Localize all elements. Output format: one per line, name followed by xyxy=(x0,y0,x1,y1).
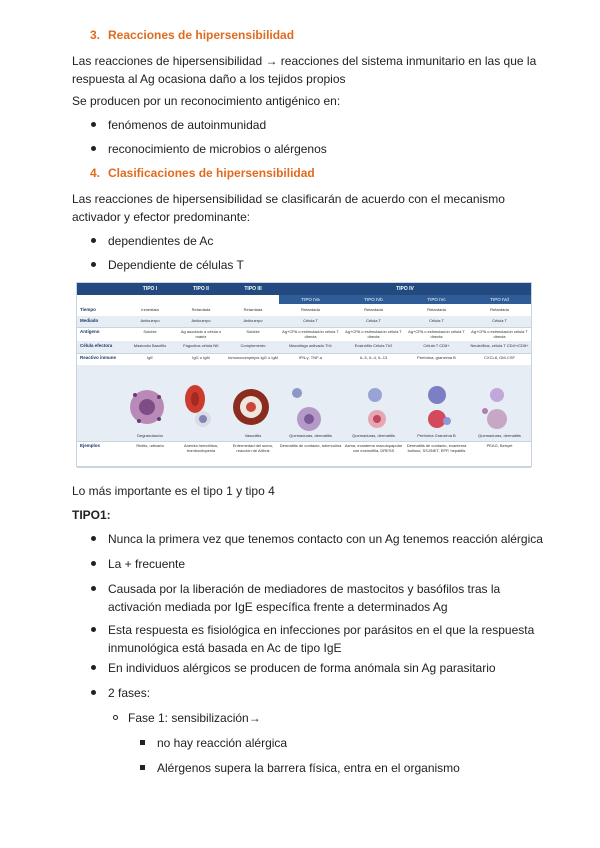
table-header-cell: TIPO I xyxy=(142,286,158,292)
table-cell: Degranulación xyxy=(137,433,163,438)
table-cell: CXCL8, GM-CSF xyxy=(484,355,515,360)
table-cell: Quemaduras, dermatitis xyxy=(352,433,395,438)
table-cell: Ag+CPA o estimulación célula T directa xyxy=(282,329,339,339)
list-item: dependientes de Ac xyxy=(108,234,214,248)
eosinophil-illustration xyxy=(368,388,386,428)
table-cell: Rinitis, urticaria xyxy=(136,443,164,448)
sub-sub-list-item: no hay reacción alérgica xyxy=(157,736,288,750)
list-item: Causada por la liberación de mediadores de mastocitos y basófilos tras la activación mediada por IgE específica frente a determinados Ag xyxy=(108,582,501,614)
sub-list-item: Fase 1: sensibilización→ xyxy=(128,711,261,725)
table-cell: Perforina, granzima B xyxy=(417,355,456,360)
list-item: Nunca la primera vez que tenemos contacto con un Ag tenemos reacción alérgica xyxy=(108,532,543,546)
cell-illustrations xyxy=(125,377,531,439)
list-item: En individuos alérgicos se producen de forma anómala sin Ag parasitario xyxy=(108,661,496,675)
table-cell: Anticuerpo xyxy=(140,318,160,323)
table-cell: Eosinófilo Célula Th2 xyxy=(354,343,393,348)
table-row-divider xyxy=(77,327,531,328)
section-3-title: Reacciones de hipersensibilidad xyxy=(108,28,295,42)
bullet-dot xyxy=(91,690,96,695)
paragraph-classification: Las reacciones de hipersensibilidad se clasificarán de acuerdo con el mecanismo activador y efector predominante: xyxy=(72,192,505,224)
table-row-label: Antígeno xyxy=(80,329,100,334)
sub-sub-list-item: Alérgenos supera la barrera física, entra en el organismo xyxy=(157,761,460,775)
table-cell: Enfermedad del suero, reacción de Arthus xyxy=(232,443,274,453)
macrophage-illustration xyxy=(292,388,321,431)
table-cell: Anticuerpo xyxy=(191,318,211,323)
table-cell: Anemia hemolítica, trombocitopenia xyxy=(183,443,218,453)
bullet-dot xyxy=(91,561,96,566)
table-cell: Fagocitos célula NK xyxy=(183,343,219,348)
table-cell: Dermatitis de contacto, tuberculina xyxy=(279,443,342,448)
sub-bullet-circle xyxy=(113,715,118,720)
list-item: La + frecuente xyxy=(108,557,186,571)
table-header-cell: TIPO IV xyxy=(396,286,414,292)
bullet-dot xyxy=(91,627,96,632)
table-subheader-cell: TIPO IVb xyxy=(364,297,383,302)
table-header-cell: TIPO II xyxy=(193,286,209,292)
list-item: Dependiente de células T xyxy=(108,258,244,272)
table-subheader-cell: TIPO IVd xyxy=(490,297,509,302)
section-3-number: 3. xyxy=(90,28,101,42)
table-cell: Soluble xyxy=(246,329,260,334)
table-cell: Retardada xyxy=(490,307,509,312)
hypersensitivity-table xyxy=(76,282,532,467)
bullet-dot xyxy=(91,122,96,127)
bullet-dot xyxy=(91,586,96,591)
table-row-divider xyxy=(77,353,531,354)
table-cell: Inmediata xyxy=(141,307,159,312)
table-cell: Mastocito Basófilo xyxy=(133,343,167,348)
sub-sub-bullet-square xyxy=(140,740,145,745)
table-row-label: Tiempo xyxy=(80,307,96,312)
bullet-dot xyxy=(91,238,96,243)
bullet-dot xyxy=(91,536,96,541)
t-cell-illustration xyxy=(428,386,451,428)
table-cell: Macrófago activado Th1 xyxy=(289,343,332,348)
table-cell: IL-5, IL-4, IL-13 xyxy=(359,355,388,360)
table-row-divider xyxy=(77,441,531,442)
paragraph-importance: Lo más importante es el tipo 1 y tipo 4 xyxy=(72,484,275,498)
paragraph-recognition: Se producen por un reconocimiento antigénico en: xyxy=(72,94,341,108)
table-cell: Inmunocomplejos IgG o IgM xyxy=(227,355,279,360)
table-cell: Asma, exantema maculopapular con eosinofilia, DRESS xyxy=(344,443,403,453)
table-cell: Ag+CPA o estimulación célula T directa xyxy=(345,329,402,339)
vessel-illustration xyxy=(233,389,269,425)
table-cell: Ag asociado a célula o matriz xyxy=(180,329,222,339)
paragraph-definition: Las reacciones de hipersensibilidad → reacciones del sistema inmunitario en las que la respuesta al Ag ocasiona daño a los tejidos propios xyxy=(72,54,537,86)
table-cell: Célula T xyxy=(303,318,318,323)
section-4-title: Clasificaciones de hipersensibilidad xyxy=(108,166,315,180)
table-cell: Perforina Granzima B xyxy=(417,433,456,438)
table-cell: Quemaduras, dermatitis xyxy=(478,433,521,438)
sub-sub-bullet-square xyxy=(140,765,145,770)
table-cell: Soluble xyxy=(143,329,157,334)
tipo1-heading: TIPO1: xyxy=(72,508,111,522)
table-cell: IFN-γ, TNF-α xyxy=(298,355,323,360)
table-cell: Retardada xyxy=(243,307,263,312)
table-cell: Célula T xyxy=(366,318,381,323)
table-cell: PEAG, Behçet xyxy=(486,443,513,448)
table-cell: Quemaduras, dermatitis xyxy=(289,433,332,438)
list-item: 2 fases: xyxy=(108,686,151,700)
bullet-dot xyxy=(91,146,96,151)
table-cell: Vasculitis xyxy=(244,433,262,438)
table-cell: Célula T xyxy=(429,318,444,323)
table-cell: Célula T xyxy=(492,318,507,323)
table-cell: Célula T CD8+ xyxy=(423,343,450,348)
table-row-label: Célula efectora xyxy=(80,343,113,348)
table-cell: Complemento xyxy=(240,343,266,348)
table-cell: Anticuerpo xyxy=(243,318,263,323)
table-row-divider xyxy=(77,467,531,468)
table-cell: Retardada xyxy=(191,307,211,312)
red-cell-illustration xyxy=(185,385,211,427)
table-cell: Neutrófilos, célula T CD4+/CD8+ xyxy=(470,343,529,348)
section-4-number: 4. xyxy=(90,166,101,180)
table-cell: IgG o IgM xyxy=(192,355,210,360)
table-row-label: Ejemplos xyxy=(80,443,101,448)
list-item: fenómenos de autoinmunidad xyxy=(108,118,267,132)
table-cell: Retardada xyxy=(301,307,320,312)
bullet-dot xyxy=(91,262,96,267)
table-cell: Retardada xyxy=(364,307,383,312)
table-cell: Ag+CPA o estimulación célula T directa xyxy=(471,329,528,339)
table-row-label: Reactivo inmune xyxy=(80,355,117,360)
list-item: reconocimiento de microbios o alérgenos xyxy=(108,142,327,156)
table-subheader-cell: TIPO IVa xyxy=(301,297,320,302)
mast-cell-illustration xyxy=(130,390,164,424)
table-cell: Ag+CPA o estimulación célula T directa xyxy=(408,329,465,339)
table-row-label: Mediado xyxy=(80,318,99,323)
table-cell: Retardada xyxy=(427,307,446,312)
table-header-cell: TIPO III xyxy=(244,286,262,292)
table-cell: IgE xyxy=(146,355,153,360)
neutrophil-illustration xyxy=(482,388,507,429)
table-subheader-cell: TIPO IVc xyxy=(427,297,446,302)
list-item: Esta respuesta es fisiológica en infecciones por parásitos en el que la respuesta inmunológica está basada en Ac de tipo IgE xyxy=(108,623,535,655)
table-cell: Dermatitis de contacto, exantema bulloso, SSJ/NET, EPP, hepatitis xyxy=(406,443,467,453)
bullet-dot xyxy=(91,665,96,670)
